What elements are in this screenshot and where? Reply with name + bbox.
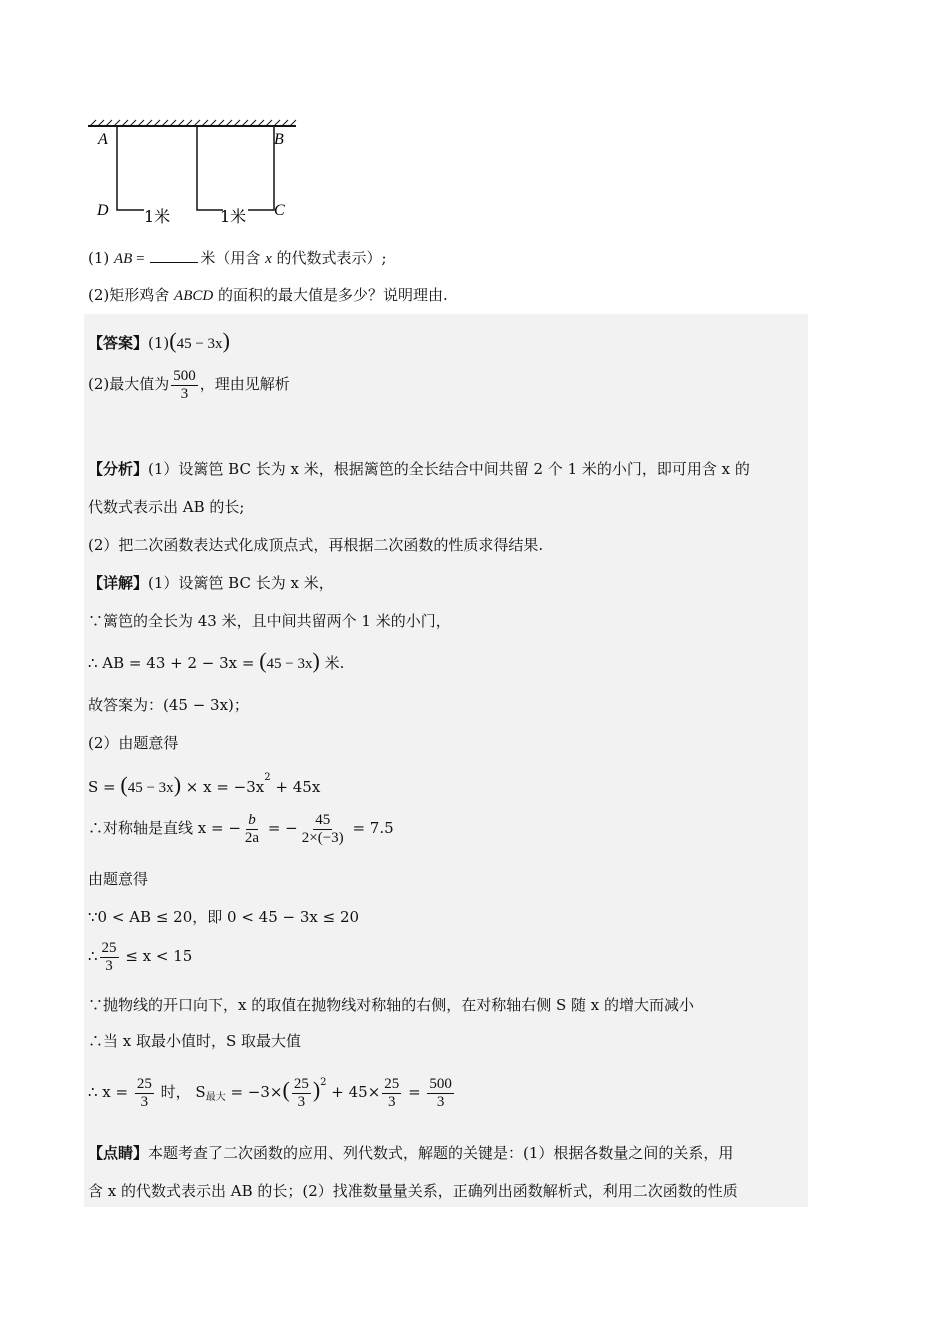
comment-line-1: 【点睛】本题考查了二次函数的应用、列代数式，解题的关键是：(1）根据各数量之间的关系，用 bbox=[88, 1144, 734, 1162]
detail-line-11: ∵抛物线的开口向下，x 的取值在抛物线对称轴的右侧，在对称轴右侧 S 随 x 的增大而减小 bbox=[88, 996, 695, 1014]
detail-line-12: ∴当 x 取最小值时，S 取最大值 bbox=[88, 1032, 302, 1050]
detail-line-5: (2）由题意得 bbox=[88, 734, 179, 752]
gate-left-label: 1米 bbox=[144, 207, 171, 226]
label-b: B bbox=[274, 131, 284, 148]
fraction: $\frac{45}{2\times(-3)}$ bbox=[301, 812, 344, 846]
analysis-line-1: 【分析】(1）设篱笆 BC 长为 x 米，根据篱笆的全长结合中间共留 2 个 1 米的小门，即可用含 x 的 bbox=[88, 460, 750, 478]
fraction: $\frac{25}{3}$ bbox=[136, 1076, 152, 1110]
detail-line-1: 【详解】(1）设篱笆 BC 长为 x 米， bbox=[88, 574, 334, 592]
detail-line-10: ∴ $\frac{25}{3}$ ≤ x < 15 bbox=[88, 940, 193, 974]
answer-part-1: 【答案】(1)(45 − 3x) bbox=[88, 328, 230, 353]
fraction: $\frac{500}{3}$ bbox=[173, 368, 196, 402]
analysis-line-3: (2）把二次函数表达式化成顶点式，再根据二次函数的性质求得结果. bbox=[88, 536, 544, 554]
label-d: D bbox=[97, 202, 109, 219]
answer-blank bbox=[150, 248, 198, 263]
comment-line-2: 含 x 的代数式表示出 AB 的长；(2）找准数量量关系，正确列出函数解析式，利用二次函数的性质 bbox=[88, 1182, 738, 1200]
answer-part-2: (2)最大值为 $\frac{500}{3}$ ，理由见解析 bbox=[88, 368, 290, 402]
detail-line-4: 故答案为：(45 − 3x)； bbox=[88, 696, 249, 714]
label-c: C bbox=[274, 202, 285, 219]
fraction: $\frac{500}{3}$ bbox=[429, 1076, 452, 1110]
fraction: $\frac{25}{3}$ bbox=[293, 1076, 309, 1110]
detail-line-6: $S = (45 - 3x) \times x = -3x^2 + 45x$ bbox=[88, 772, 321, 797]
gate-right-label: 1米 bbox=[220, 207, 247, 226]
fraction: $\frac{25}{3}$ bbox=[384, 1076, 400, 1110]
detail-line-8: 由题意得 bbox=[88, 870, 149, 888]
fraction: $\frac{25}{3}$ bbox=[101, 940, 117, 974]
label-a: A bbox=[98, 131, 108, 148]
question-2: (2)矩形鸡舍 ABCD 的面积的最大值是多少？说明理由. bbox=[88, 286, 448, 304]
analysis-line-2: 代数式表示出 AB 的长; bbox=[88, 498, 245, 516]
fraction: $\frac{b}{2a}$ bbox=[244, 812, 260, 846]
detail-line-3: ∴ AB = 43 + 2 − 3x = (45 − 3x) 米. bbox=[88, 648, 345, 673]
solution-panel bbox=[84, 314, 808, 1207]
detail-line-7: ∴对称轴是直线 x = − $\frac{b}{2a}$ = − $\frac{45}{2\times(-3)}$ = 7.5 bbox=[88, 812, 394, 846]
coop-figure bbox=[80, 118, 320, 228]
coop-diagram bbox=[80, 118, 320, 228]
detail-line-2: ∵篱笆的全长为 43 米，且中间共留两个 1 米的小门， bbox=[88, 612, 451, 630]
detail-line-13: ∴ x = $\frac{25}{3}$ 时， $S_{最大} = -3\times$( $\frac{25}{3}$ )$^2$ + 45× $\frac{25}{3}$ = $\frac{500}{3}$ bbox=[88, 1076, 452, 1110]
question-1: (1) AB = 米（用含 x 的代数式表示）; bbox=[88, 249, 387, 267]
detail-line-9: ∵0 < AB ≤ 20，即 0 < 45 − 3x ≤ 20 bbox=[88, 908, 360, 926]
